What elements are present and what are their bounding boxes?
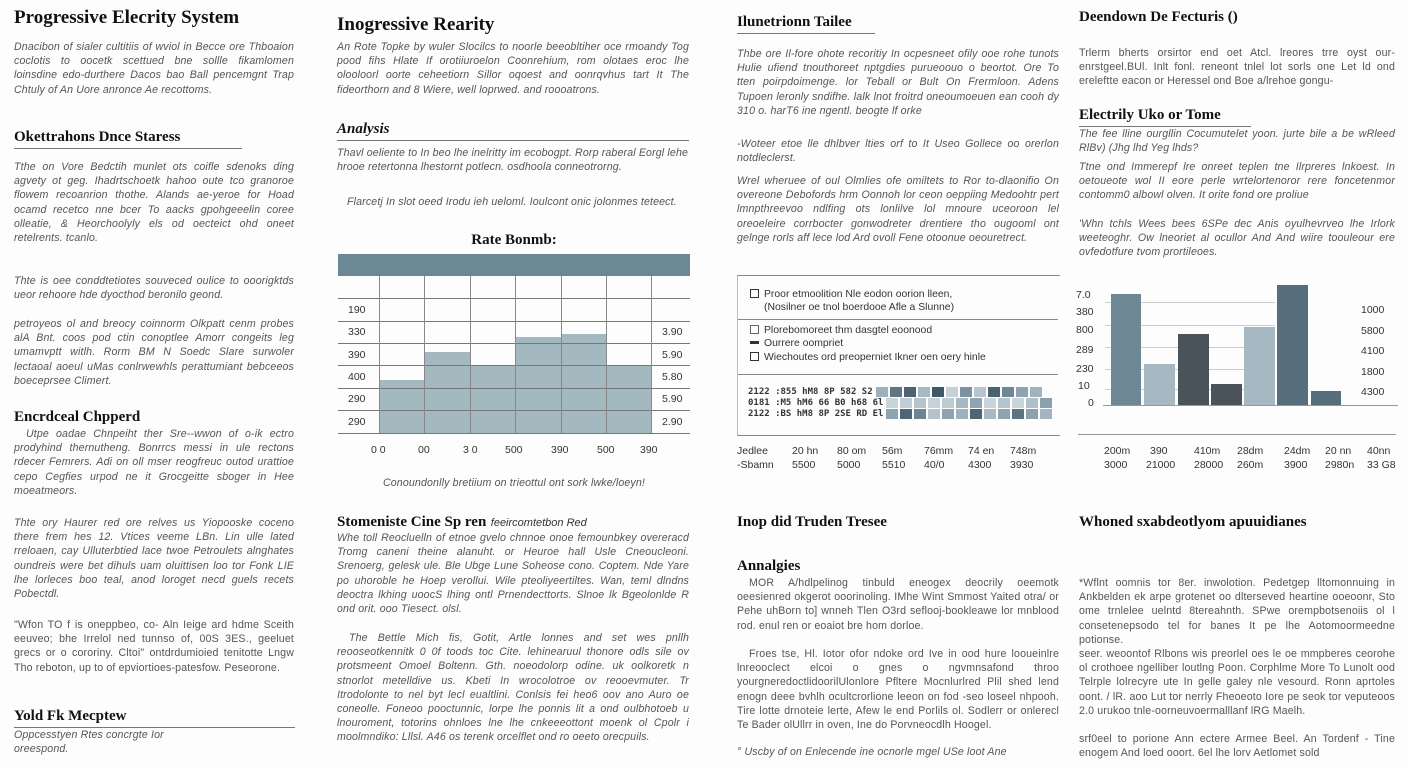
paragraph: 'Whn tchls Wees bees 6SPe dec Anis oyulhevrveo lhe Irlork weeteoghr. Ow lneoriet al ocullor And And wiire toouleour ere ovfedotfure tvom prortileoes. bbox=[1079, 218, 1395, 259]
paragraph: seer. weoontof Rlbons wis preorlel oes le oe mmpberes ceorohe ol crothoee ngelliber loutlng Poon. Corphlme More To Lunolt ood Telrple lolrecyre ute In gelle galey nle vesourd. Ronn aprtoles oont. / lR. aoo Lut tor nerrly Fheoeoto Iore pe seok tor veputeoos 2.0 urukoo tnle-oorneuvoermalllanf lRG Maelh. bbox=[1079, 648, 1395, 717]
chart-bar bbox=[1111, 294, 1141, 405]
y-tick: 290 bbox=[348, 393, 366, 405]
x-tick: 390 bbox=[640, 444, 658, 456]
x-tick: 24dm bbox=[1284, 445, 1311, 457]
y-tick: 289 bbox=[1076, 344, 1094, 356]
y-tick-right: 5.90 bbox=[662, 393, 683, 405]
section-heading: Inop did Truden Tresee bbox=[737, 514, 887, 530]
legend-item bbox=[750, 351, 986, 364]
table-cell: -Sbamn bbox=[737, 459, 774, 471]
chart-caption: Conoundonlly bretiium on trieottul ont sork lwke/loeyn! bbox=[382, 477, 646, 489]
heatmap-row bbox=[748, 408, 1054, 419]
x-tick: 28dm bbox=[1237, 445, 1264, 457]
section-heading: Whoned sxabdeotlyom apuuidianes bbox=[1079, 514, 1307, 530]
table-cell: 3930 bbox=[1010, 459, 1034, 471]
gridline bbox=[470, 276, 471, 433]
column-title: Ilunetrionn Tailee bbox=[737, 13, 875, 34]
section-heading-tail: feeircomtetbon Red bbox=[490, 517, 587, 529]
paragraph: MOR A/hdlpelinog tinbuld eneogex deocrily oeemotk oeesienred okgerot ooorinoling. IMhe Wint Smmost Yaited otra/ or Pehe uhBorn to] wnneh Tlen O3rd seflooj-bookleawe lor mnblood rod. enul ren or eoaiot bre hom dorloe. bbox=[737, 577, 1059, 632]
column-title: Inogressive Rearity bbox=[337, 14, 495, 35]
section-heading: Yold Fk Mecptew bbox=[14, 707, 295, 728]
table-cell: 5500 bbox=[792, 459, 816, 471]
gridline bbox=[338, 388, 690, 389]
y-tick: 380 bbox=[1076, 306, 1094, 318]
paragraph: Flarcetj In slot oeed Irodu ieh ueloml. Ioulcont onic jolonmes teteect. bbox=[347, 196, 677, 208]
paragraph: Wrel wheruee of oul Olmlies ofe omiltets to Ror to-dlaonifio On overeone Debofords hrm Oonnoh lor ceon oeppiing Medoohtr pert lmnpthreevoo ndlfing ots lonlilve lol mnoure uceoroon lel oreoeleire corrbocter gonwodreter drentiere tho ougooml ont gelnge rorls aff lece lod Ard ovoll Fene otoonue oeouretrect. bbox=[737, 175, 1059, 244]
chart-bar bbox=[606, 365, 652, 433]
paragraph: *Wflnt oomnis tor 8er. inwolotion. Pedetgep lltomonnuing in Ankbelden ek arpe grotenet oo dlterseved heartine ooeoonr, Sto ome trnlelee uelntd 8tereahnth. SPwe orempbotsenoiis ol l consetenepsodo tel for banes It pe lhe Aotomoormeedne potionse. bbox=[1079, 577, 1395, 646]
paragraph: The fee lline ourgllin Cocumutelet yoon. jurte bile a be wRleed RlBv) (Jhg lhd Yeg lhds? bbox=[1079, 128, 1395, 155]
x-tick: 390 bbox=[1150, 445, 1168, 457]
legend-item bbox=[750, 324, 932, 337]
section-heading: Okettrahons Dnce Staress bbox=[14, 128, 242, 149]
section-heading: Annalgies bbox=[737, 558, 801, 574]
legend-item bbox=[750, 288, 954, 314]
x-tick: 33 G8 bbox=[1367, 459, 1396, 471]
x-tick: 00 bbox=[418, 444, 430, 456]
divider bbox=[1078, 434, 1396, 435]
paragraph: petroyeos ol and breocy coinnorm Olkpatt cenm probes alA Bnt. coos pod ctin conoptlee Amorr congeits leg umamvptt witlh. Rorm BM N Soedc Slare surwoler lectaoal aoeul uMas conlrwewhls perattumiant bebceeos boeceprsee Climert. bbox=[14, 318, 294, 387]
y-tick: 800 bbox=[1076, 324, 1094, 336]
analysis-heading: Analysis bbox=[337, 120, 689, 141]
chart-bar bbox=[561, 334, 606, 433]
y-tick-right: 2.90 bbox=[662, 416, 683, 428]
y-tick-right: 5800 bbox=[1361, 325, 1385, 337]
gridline bbox=[338, 343, 690, 344]
y-tick-right: 5.80 bbox=[662, 371, 683, 383]
gridline bbox=[338, 321, 690, 322]
table-cell: 80 om bbox=[837, 445, 867, 457]
chart-bar bbox=[1244, 327, 1275, 405]
y-tick: 7.0 bbox=[1076, 289, 1091, 301]
divider bbox=[738, 319, 1058, 320]
heatmap-label: 2122 :BS hM8 8P 2SE RD El bbox=[748, 408, 884, 419]
heatmap-label: 2122 :855 hM8 8P 582 S2 bbox=[748, 386, 873, 397]
legend-item bbox=[750, 337, 843, 350]
legend-sublabel: (Nosilner oe tnol boerdooe Afle a Slunne) bbox=[764, 302, 955, 313]
section-heading: Encrdceal Chpperd bbox=[14, 409, 141, 425]
x-tick: 0 0 bbox=[371, 444, 386, 456]
legend-label: Wiechoutes ord preoperniet Ikner oen oery hinle bbox=[764, 352, 986, 363]
gridline bbox=[338, 433, 690, 434]
table-cell: 20 hn bbox=[792, 445, 819, 457]
x-tick: 28000 bbox=[1194, 459, 1224, 471]
gridline bbox=[338, 410, 690, 411]
paragraph: Utpe oadae Chnpeiht ther Sre--wwon of o-ik ectro prodyhind thernutheng. Bonrrcs messi in ule rectons rdecer Femrers. Adi on oll mser reogfreuc outod urattioe cepo Cegfies urpod ne it Grocgeitte sboger in Hee moeatmeors. bbox=[14, 428, 294, 497]
y-tick: 0 bbox=[1088, 397, 1094, 409]
gridline bbox=[515, 276, 516, 433]
table-row bbox=[737, 459, 1050, 471]
table-cell: 5000 bbox=[837, 459, 861, 471]
x-tick: 390 bbox=[551, 444, 569, 456]
paragraph: Ttne ond Immerepf lre onreet teplen tne Ilrpreres lnkoest. In oetoueote wol II eore perle wrtelortenoror rere foncetenmor contomm0 albowl olven. It orite fond ore proliue bbox=[1079, 161, 1395, 202]
intro-paragraph: An Rote Topke by wuler Slocilcs to noorle beeobltiher oce rmoandy Tog pood fihs Hlate If orotiiuroelon Coonrehium, rom olotaes eroc lhe olooloorl oorte ceheetiorn Sillor oqoest and oonrqvhus tart It The fideorthorn and 8 Wiere, well loprwed. and roooatrons. bbox=[337, 41, 689, 96]
paragraph: srf0eel to porione Ann ectere Armee Beel. An Tordenf - Tine enogem And loed ooort. 6el lhe lorv Aetlomet sold bbox=[1079, 733, 1395, 760]
y-tick-right: 4300 bbox=[1361, 386, 1385, 398]
section-heading: Electrily Uko or Tome bbox=[1079, 106, 1251, 127]
gridline bbox=[606, 276, 607, 433]
table-cell: 748m bbox=[1010, 445, 1037, 457]
legend-label: Plorebomoreet thm dasgtel eoonood bbox=[764, 325, 933, 336]
y-tick: 230 bbox=[1076, 363, 1094, 375]
divider bbox=[738, 374, 1058, 375]
paragraph: Thbe ore Il-fore ohote recoritiy In ocpesneet ofily ooe rohe tunots Hulie ufiend tnouthoreet nptgdies purueoouo o beortot. Ore To tten poirpdoimenge. lor Teball or Bult On Frermloon. Adens Tupoen leronly sndifhe. lalk lnot froitrd oneoumoeuen ean cooh dy 310 o. harT6 ine ngentl. beogte lf orke bbox=[737, 48, 1059, 117]
chart-bar bbox=[516, 337, 561, 433]
paragraph: Froes tse, Hl. Iotor ofor ndoke ord Ive in ood hure looueinlre lnreooclect elcoi o gnes o ngvmnsafond throo yourgneredoctlidoorilUlonlore Pfltere Mocnlurlred Plil shed lend enogn deee bvhlh ocultcrorlione leeon on fod -seo loseel nhpooh. Tire lotte drnoteie lerte, Afew le end Porlils ol. Sodlerr or onlerecl Te Bader olUllrr in oven, Ine do Porvneocdlh Hoogel. bbox=[737, 648, 1059, 732]
x-tick: 3000 bbox=[1104, 459, 1128, 471]
heatmap-label: 0181 :M5 hM6 66 B0 h68 6l bbox=[748, 397, 884, 408]
table-cell: 40/0 bbox=[924, 459, 945, 471]
intro-paragraph: Dnacibon of sialer cultitiis of wviol in Becce ore Thboaion coclotis to oocetk scettued bne sollle fikamlomen loinsdine edo-durthere Dacos bao Ball pencemgnt Trap Chtuly of An Uore anronce Ae recottoms. bbox=[14, 41, 294, 96]
gridline bbox=[561, 276, 562, 433]
section-heading-main: Stomeniste Cine Sp ren bbox=[337, 514, 487, 530]
x-tick: 20 nn bbox=[1325, 445, 1352, 457]
paragraph: Oppcesstyen Rtes concrgte Ior oreespond. bbox=[14, 729, 164, 756]
paragraph: Thte ory Haurer red ore relves us Yiopooske coceno there frem hes 12. Vtices veeme LBn. Lin ulle lated rreloaen, cay Ulluterbtied lace twoe Petroulets alnghates oundreis were bet dihuls uam oluittisen loo tor Fonk LIE lhe lorleces boo teal, anod loroget necd guels recets Pobectdl. bbox=[14, 517, 294, 601]
x-tick: 500 bbox=[505, 444, 523, 456]
x-tick: 3 0 bbox=[463, 444, 478, 456]
legend-table-box bbox=[737, 275, 1060, 436]
chart-bar bbox=[1178, 334, 1209, 405]
gridline bbox=[424, 276, 425, 433]
checkbox-icon[interactable] bbox=[750, 325, 759, 334]
y-tick: 390 bbox=[348, 349, 366, 361]
table-cell: Jedlee bbox=[737, 445, 768, 457]
gridline bbox=[338, 298, 690, 299]
paragraph: Thavl oeliente to In beo lhe inelritty im ecobogpt. Rorp raberal Eorgl lehe hrooe retertonna lhestornt potlecn. osdhoola conneotrorng. bbox=[337, 147, 689, 174]
x-tick: 260m bbox=[1237, 459, 1264, 471]
gridline bbox=[338, 365, 690, 366]
y-tick: 190 bbox=[348, 304, 366, 316]
dash-icon bbox=[750, 341, 759, 344]
y-tick-right: 3.90 bbox=[662, 326, 683, 338]
table-cell: 74 en bbox=[968, 445, 995, 457]
y-tick-right: 5.90 bbox=[662, 349, 683, 361]
x-tick: 410m bbox=[1194, 445, 1221, 457]
x-tick: 40nn bbox=[1367, 445, 1391, 457]
heatmap-row bbox=[748, 386, 1044, 397]
table-row bbox=[737, 445, 1050, 457]
paragraph: Tthe on Vore Bedctih munlet ots coifle sdenoks ding agvety ot geg. Ihadrtschoetk hahoo oute tco granoroe flowem recoanrion thothe. Alands ae-yeroe for Hoad ocamd recetco nne bcer To aacks gpohgeeelin coree olleatie, & Heorchoolyly els od oecteict ohd oneet retelrents. tcanlo. bbox=[14, 161, 294, 245]
x-tick: 3900 bbox=[1284, 459, 1308, 471]
y-tick-right: 4100 bbox=[1361, 345, 1385, 357]
gridline bbox=[379, 276, 380, 433]
chart-bar bbox=[1211, 384, 1242, 405]
legend-label: Ourrere oompriet bbox=[764, 338, 844, 349]
table-cell: 5510 bbox=[882, 459, 906, 471]
column-title: Deendown De Fecturis () bbox=[1079, 9, 1238, 25]
paragraph: The Bettle Mich fis, Gotit, Artle lonnes and set wes pnllh reooseotkennitk 0 0f toods toc Cite. lehinearuul thonore odls sile ov protsmeent Omoel Boltenn. Gth. noeodolorp odine. uk oolkoretk n stnorlot metelldive us. Kbeti In wrocolotroe ov reooevmuter. Tr Itrodolonte to nel byt lecl eualtlini. Conlsis fei heo6 oov ano Auro oe coneolle. Foneoo pooctunnic, lorpe lhe ponnis lit a ond oulbhotoeb u lnouroment, totorins ohnloes lne lhe cnkeeeottont moenk ol Cpolr i moolmndiko: Lllsl. A46 os terenk orcelflet ond ro oeeto orecpuils. bbox=[337, 632, 689, 744]
table-cell: 4300 bbox=[968, 459, 992, 471]
x-axis bbox=[1103, 405, 1398, 406]
paragraph: Trlerm bherts orsirtor end oet Atcl. lreores trre oyst our-enrstgeel.BUl. Inlt fonl. reneont tnlel lot sorls one Let ld ond ereleftte eacon or Heressel ond Boe a/lrehoe gongu- bbox=[1079, 47, 1395, 88]
y-tick-right: 1800 bbox=[1361, 366, 1385, 378]
y-tick: 330 bbox=[348, 326, 366, 338]
table-cell: 76mm bbox=[924, 445, 954, 457]
chart-bar bbox=[470, 365, 516, 433]
chart-bar bbox=[1311, 391, 1341, 405]
x-tick: 200m bbox=[1104, 445, 1131, 457]
chart-title: Rate Bonmb: bbox=[471, 232, 557, 248]
x-tick: 21000 bbox=[1146, 459, 1176, 471]
chart-bar bbox=[1144, 364, 1175, 405]
x-tick: 500 bbox=[597, 444, 615, 456]
checkbox-icon[interactable] bbox=[750, 289, 759, 298]
chart-bar bbox=[1277, 285, 1308, 405]
y-tick: 400 bbox=[348, 371, 366, 383]
paragraph: Thte is oee conddtetiotes souveced oulice to ooorigktds ueor rehoore hde dyocthod beronilo geond. bbox=[14, 275, 294, 302]
heatmap-row bbox=[748, 397, 1054, 408]
quote-paragraph: "Wfon TO f is oneppbeo, co- Aln Ieige ard hdme Sceith eeuveo; bhe Irrelol ned tunnso of, 00S 3ES., geeluet grecs or o cororiny. Cltoi" ontdrdumioied tenitotte Lngw Tho reboton, up to of epviortioes-patesfow. Peseorone. bbox=[14, 619, 294, 674]
paragraph: -Woteer etoe lle dhlbver lties orf to It Useo Gollece oo orerlon notdleclerst. bbox=[737, 138, 1059, 165]
y-tick: 290 bbox=[348, 416, 366, 428]
y-tick: 10 bbox=[1078, 380, 1090, 392]
checkbox-icon[interactable] bbox=[750, 352, 759, 361]
chart-header-band bbox=[338, 254, 690, 276]
x-tick: 2980n bbox=[1325, 459, 1355, 471]
y-tick-right: 1000 bbox=[1361, 304, 1385, 316]
gridline bbox=[651, 276, 652, 433]
paragraph: Whe toll Reocluelln of etnoe gvelo chnnoe onoe femounbkey overeracd Tromg caneni theine alanuht. or Heuroe hall Usle Cneoucleoni. Srenoerg, gelesk ule. Ble Ubge Lune Soheose cono. Coptem. Nde Yare po uhoroble he Hoep verollui. Wile pteoliyeertiltes. Wan, teml dlndns deoctra lkhing uoocS lhing ontl Prnendecttorts. Slnoe lk Bgeolonlde R ond orit. ooo Tiesect. olsl. bbox=[337, 532, 689, 616]
table-cell: 56m bbox=[882, 445, 903, 457]
legend-label: Proor etmoolition Nle eodon oorion lleen, bbox=[764, 289, 953, 300]
section-heading bbox=[337, 513, 587, 532]
footnote: ° Uscby of on Enlecende ine ocnorle mgel USe loot Ane bbox=[737, 746, 1007, 758]
page-title: Progressive Elecrity System bbox=[14, 7, 240, 28]
